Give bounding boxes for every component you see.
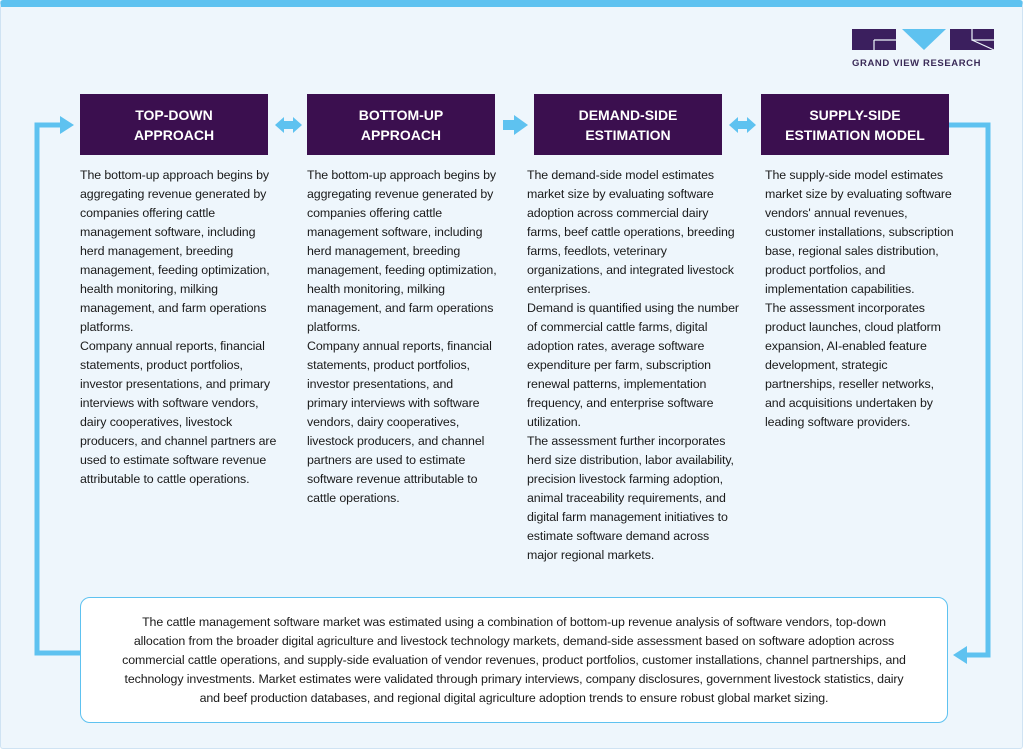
double-arrow-3-4: [729, 117, 756, 133]
double-arrow-1-2: [275, 117, 302, 133]
header-bottom-up: [307, 94, 495, 155]
paragraph: Demand is quantified using the number of commercial cattle farms, digital adoption rates, average software expenditure per farm, subscription renewal patterns, implementation frequency, and enterprise software utilization.: [527, 301, 739, 429]
header-line: DEMAND-SIDE: [578, 106, 678, 123]
paragraph: Company annual reports, financial statements, product portfolios, investor presentations, and primary interviews with software vendors, dairy cooperatives, livestock producers, and channel partners are used to estimate software revenue attributable to cattle operations.: [307, 339, 492, 505]
brand-name: GRAND VIEW RESEARCH: [852, 58, 982, 69]
header-line: ESTIMATION MODEL: [785, 126, 925, 143]
paragraph: The demand-side model estimates market size by evaluating software adoption across commercial dairy farms, beef cattle operations, breeding farms, feedlots, veterinary organizations, and integrated livestock enterprises.: [527, 168, 735, 296]
header-demand-side: [534, 94, 722, 155]
header-line: SUPPLY-SIDE: [809, 106, 901, 123]
loop-arrowhead-right: [953, 646, 967, 664]
supply-side-description: [765, 166, 957, 432]
header-supply-side: [761, 94, 949, 155]
header-top-down: [80, 94, 268, 155]
loop-arrowhead-left: [60, 116, 74, 134]
paragraph: The supply-side model estimates market size by evaluating software vendors' annual revenues, customer installations, subscription base, regional sales distribution, product portfolios, and implementation capabilities.: [765, 168, 954, 296]
header-line: ESTIMATION: [585, 126, 671, 143]
header-line: BOTTOM-UP: [358, 106, 444, 123]
header-line: TOP-DOWN: [135, 106, 213, 123]
bottom-up-description: [307, 166, 497, 508]
paragraph: The bottom-up approach begins by aggregating revenue generated by companies offering cattle management software, including herd management, breeding management, feeding optimization, health monitoring, milking management, and farm operations platforms.: [307, 168, 497, 334]
demand-side-description: [527, 166, 739, 565]
header-line: APPROACH: [133, 126, 215, 143]
paragraph: The bottom-up approach begins by aggregating revenue generated by companies offering cattle management software, including herd management, breeding management, feeding optimization, health monitoring, milking management, and farm operations platforms.: [80, 168, 270, 334]
paragraph: The assessment further incorporates herd size distribution, labor availability, precision livestock farming adoption, animal traceability requirements, and digital farm management initiatives to estimate software demand across major regional markets.: [527, 434, 734, 562]
summary-text: The cattle management software market was estimated using a combination of bottom-up revenue analysis of software vendors, top-down allocation from the broader digital agriculture and livestock technology markets, demand-side assessment based on software adoption across commercial cattle operations, and supply-side evaluation of vendor revenues, product portfolios, customer installations, channel partnerships, and technology investments. Market estimates were validated through primary interviews, company disclosures, government livestock statistics, dairy and beef production databases, and regional digital agriculture adoption trends to ensure robust global market sizing.: [122, 614, 906, 705]
header-line: APPROACH: [360, 126, 442, 143]
paragraph: Company annual reports, financial statements, product portfolios, investor presentations, and primary interviews with software vendors, dairy cooperatives, livestock producers, and channel partners are used to estimate software revenue attributable to cattle operations.: [80, 339, 277, 486]
arrow-2-3: [503, 115, 528, 135]
loop-arrow-left: [37, 125, 80, 653]
top-down-description: [80, 166, 278, 489]
paragraph: The assessment incorporates product launches, cloud platform expansion, AI-enabled feature development, strategic partnerships, reseller networks, and acquisitions undertaken by leading software providers.: [765, 301, 941, 429]
summary-box: [80, 597, 948, 723]
